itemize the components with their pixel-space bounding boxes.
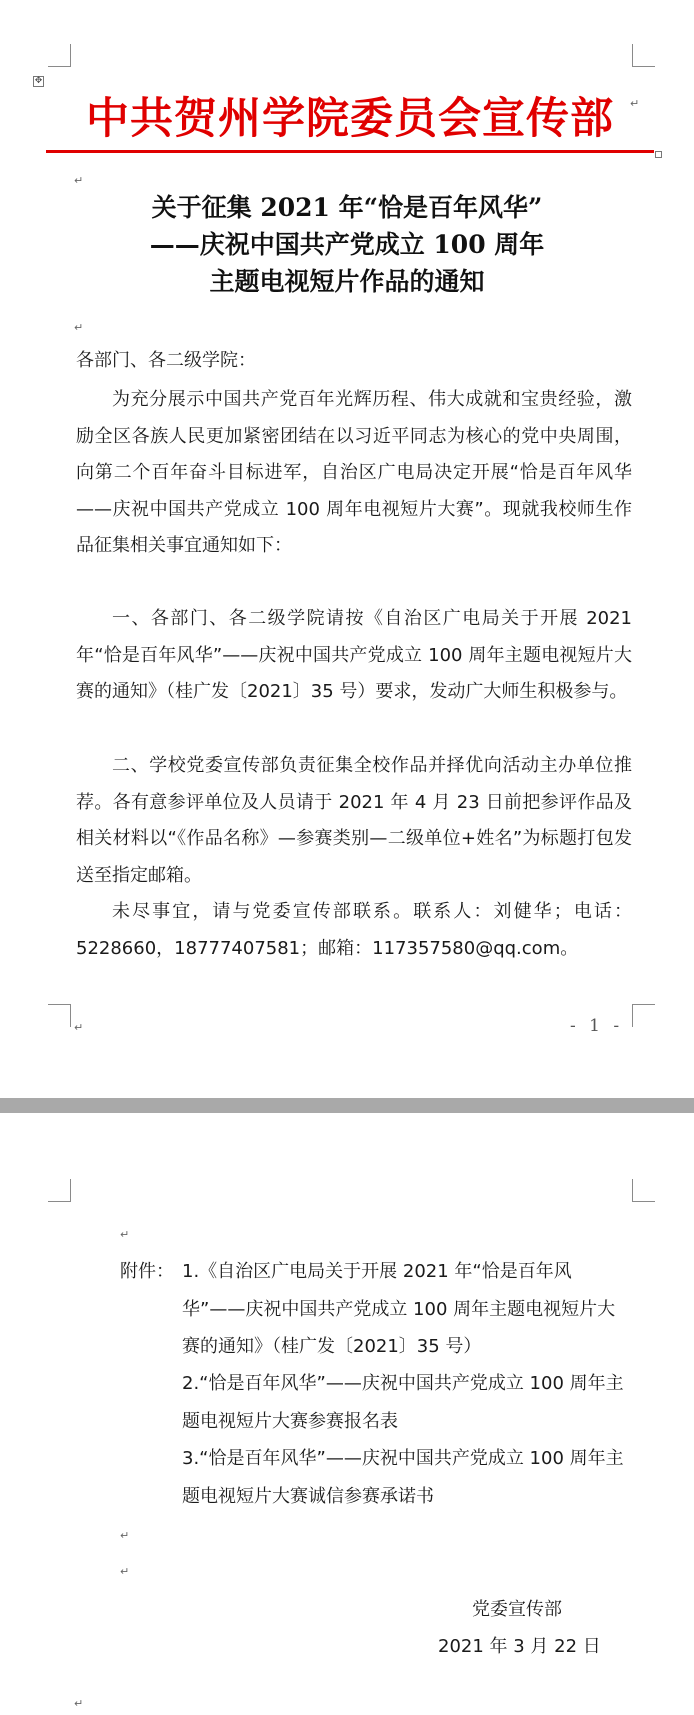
signature-department: 党委宣传部 [472, 1599, 562, 1620]
signature-date: 2021 年 3 月 22 日 [438, 1636, 601, 1657]
page-separator [0, 1098, 694, 1113]
notice-title-line-3: 主题电视短片作品的通知 [209, 267, 485, 296]
paragraph-mark-icon: ↵ [74, 1697, 84, 1710]
page-number: - 1 - [570, 1016, 624, 1036]
crop-mark-top-left [48, 1179, 71, 1202]
body-paragraph-3: 二、学校党委宣传部负责征集全校作品并择优向活动主办单位推荐。各有意参评单位及人员请于 2021 年 4 月 23 日前把参评作品及相关材料以“《作品名称》—参赛类别—二级单位+姓名”为标题打包发送至指定邮箱。 [76, 755, 632, 886]
paragraph-mark-icon: ↵ [120, 1529, 130, 1542]
paragraph-mark-icon: ↵ [120, 1228, 130, 1241]
attachment-item-2: 2.“恰是百年风华”——庆祝中国共产党成立 100 周年主题电视短片大赛参赛报名表 [182, 1373, 624, 1432]
salutation: 各部门、各二级学院： [76, 350, 256, 371]
notice-title-line-2: ——庆祝中国共产党成立 100 周年 [149, 230, 545, 259]
body-paragraph-1: 为充分展示中国共产党百年光辉历程、伟大成就和宝贵经验，激励全区各族人民更加紧密团结在以习近平同志为核心的党中央周围，向第二个百年奋斗目标进军，自治区广电局决定开展“恰是百年风华——庆祝中国共产党成立 100 周年电视短片大赛”。现就我校师生作品征集相关事宜通知如下： [76, 389, 632, 556]
paragraph-mark-icon: ↵ [630, 97, 640, 110]
crop-mark-top-left [48, 44, 71, 67]
crop-mark-top-right [632, 44, 655, 67]
paragraph-mark-icon: ↵ [74, 321, 84, 334]
paragraph-mark-icon: ↵ [120, 1565, 130, 1578]
body-paragraph-2: 一、各部门、各二级学院请按《自治区广电局关于开展 2021 年“恰是百年风华”——庆祝中国共产党成立 100 周年主题电视短片大赛的通知》（桂广发〔2021〕35 号）要求，发动广大师生积极参与。 [76, 608, 632, 702]
attachment-item-1: 1.《自治区广电局关于开展 2021 年“恰是百年风华”——庆祝中国共产党成立 100 周年主题电视短片大赛的通知》（桂广发〔2021〕35 号） [182, 1261, 616, 1357]
crop-mark-bottom-right [632, 1004, 655, 1027]
crop-mark-bottom-left [48, 1004, 71, 1027]
paragraph-mark-icon: ↵ [74, 174, 84, 187]
attachments-label: 附件： [120, 1261, 174, 1282]
notice-title-line-1: 关于征集 2021 年“恰是百年风华” [151, 193, 543, 222]
table-anchor-icon[interactable]: ✥ [34, 76, 43, 86]
resize-handle[interactable] [655, 151, 662, 158]
header-red-rule [46, 150, 654, 153]
contact-paragraph: 未尽事宜，请与党委宣传部联系。联系人：刘健华；电话：5228660，18777407581；邮箱：117357580@qq.com。 [76, 901, 632, 959]
paragraph-mark-icon: ↵ [74, 1021, 84, 1034]
crop-mark-top-right [632, 1179, 655, 1202]
attachment-item-3: 3.“恰是百年风华”——庆祝中国共产党成立 100 周年主题电视短片大赛诚信参赛承诺书 [182, 1448, 624, 1507]
org-header-title: 中共贺州学院委员会宣传部 [86, 94, 614, 144]
